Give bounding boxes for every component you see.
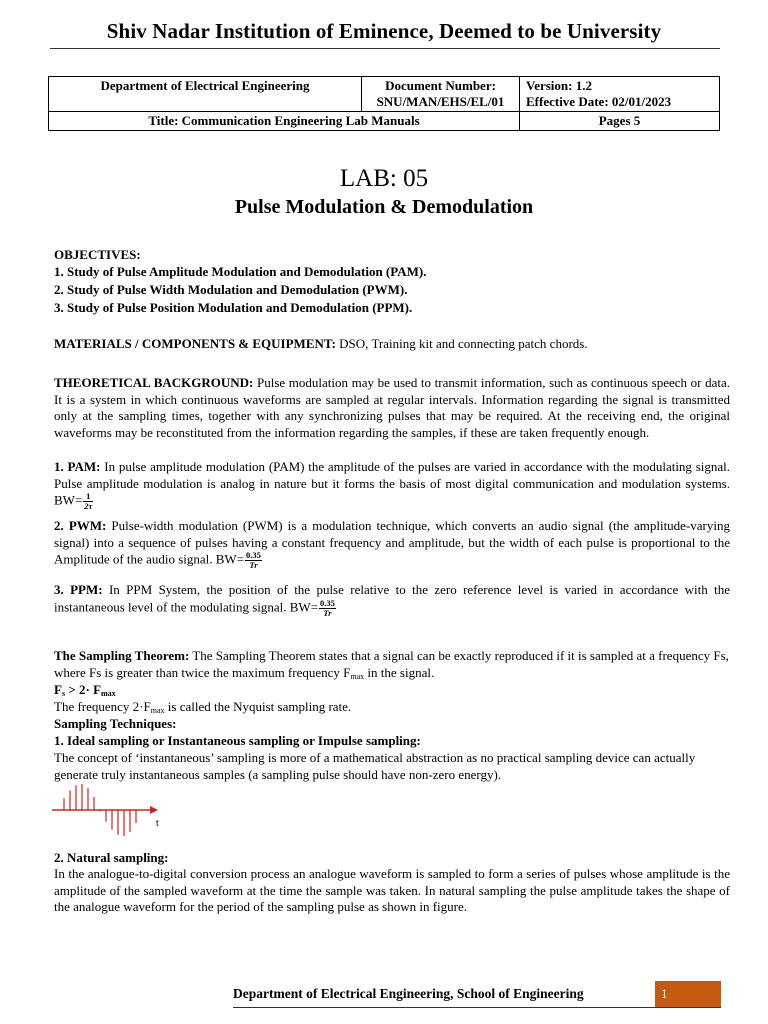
sampling-techniques-heading: Sampling Techniques:: [54, 716, 177, 731]
sampling-theorem-sub: max: [350, 671, 365, 681]
header-rule: [50, 48, 720, 49]
ppm-label: 3. PPM:: [54, 582, 103, 597]
ppm-bandwidth-fraction: [319, 599, 336, 618]
nyquist-post: is called the Nyquist sampling rate.: [164, 699, 352, 714]
pwm-frac-numerator: 0.35: [246, 550, 261, 560]
nyquist-sub: max: [150, 706, 165, 715]
pwm-paragraph: [54, 518, 730, 570]
formula-right-sub: max: [101, 689, 116, 698]
sampling-theorem-paragraph: [54, 648, 730, 685]
formula-left-sub: s: [61, 689, 66, 698]
theory-text: Pulse modulation may be used to transmit information, such as continuous speech or data. It is a system in which continuous waveforms are sampled at regular intervals. Information regarding the signal is transmitted only at the sampling times, together with any synchronizing pulses that may be required. At the receiving end, the original waveforms may be reconstituted from the information regarding the samples, if these are taken frequently enough.: [54, 375, 731, 440]
ppm-text: In PPM System, the position of the pulse relative to the zero reference level is varied in accordance with the instantaneous level of the modulating signal. BW=: [54, 582, 730, 614]
objectives-heading: OBJECTIVES:: [54, 247, 141, 262]
formula-left: F: [54, 682, 62, 697]
doc-number-label: Document Number:: [385, 78, 496, 93]
lab-number: LAB: 05: [339, 165, 429, 192]
objective-item-1: 1. Study of Pulse Amplitude Modulation and Demodulation (PAM).: [54, 264, 427, 279]
axis-arrow-icon: [150, 806, 158, 814]
department-cell: [49, 77, 362, 112]
natural-sampling-heading: 2. Natural sampling:: [54, 850, 169, 865]
pam-frac-numerator: 1: [83, 492, 93, 502]
materials-paragraph: [54, 336, 730, 353]
impulse-sampling-figure: [52, 778, 172, 848]
pam-bandwidth-fraction: [83, 492, 93, 511]
version-value: Version: 1.2: [526, 78, 592, 93]
department-label: Department of Electrical Engineering: [100, 78, 310, 93]
document-header-table: [48, 76, 720, 131]
pwm-text: Pulse-width modulation (PWM) is a modulation technique, which converts an audio signal (the amplitude-varying signal) into a sequence of pulses having a constant frequency and amplitude, but the width of each pulse is proportional to the Amplitude of the audio signal. BW=: [54, 518, 730, 567]
pam-text: In pulse amplitude modulation (PAM) the amplitude of the pulses are varied in accordance with the modulating signal. Pulse amplitude modulation is analog in nature but it forms the basis of most digital communication and modulation systems. BW=: [54, 459, 731, 508]
materials-text: DSO, Training kit and connecting patch chords.: [335, 336, 588, 351]
sampling-theorem-text-end: in the signal.: [364, 664, 435, 680]
pwm-label: 2. PWM:: [54, 518, 107, 533]
sampling-theorem-heading: The Sampling Theorem:: [54, 648, 190, 663]
pages-count: Pages 5: [598, 113, 641, 128]
pwm-frac-denominator: Tr: [249, 560, 258, 570]
footer-rule: [233, 1007, 721, 1008]
doc-number-value: SNU/MAN/EHS/EL/01: [376, 94, 505, 109]
theory-heading: THEORETICAL BACKGROUND:: [54, 375, 254, 390]
page-number-badge: 1: [655, 981, 721, 1007]
manual-title: Title: Communication Engineering Lab Manuals: [148, 113, 420, 128]
ideal-sampling-heading: 1. Ideal sampling or Instantaneous sampling or Impulse sampling:: [54, 733, 421, 748]
time-axis-label: t: [156, 818, 159, 828]
ppm-frac-numerator: 0.35: [320, 597, 335, 608]
effective-date: Effective Date: 02/01/2023: [526, 94, 672, 109]
nyquist-pre: The frequency 2·F: [54, 699, 151, 714]
pwm-bandwidth-fraction: [245, 551, 262, 570]
formula-mid: > 2· F: [65, 682, 102, 697]
lab-title: Pulse Modulation & Demodulation: [234, 196, 534, 218]
materials-heading: MATERIALS / COMPONENTS & EQUIPMENT:: [54, 336, 336, 351]
ppm-frac-denominator: Tr: [323, 607, 332, 618]
theory-paragraph: [54, 375, 730, 441]
ideal-sampling-text: The concept of ‘instantaneous’ sampling is more of a mathematical abstraction as no practical sampling device can actually generate truly instantaneous samples (a sampling pulse should have non-zero energy).: [54, 750, 696, 782]
sampling-theorem-text: The Sampling Theorem states that a signal can be exactly reproduced if it is sampled at a frequency Fs, where Fs is greater than twice the maximum frequency F: [54, 648, 729, 680]
ppm-paragraph: [54, 582, 730, 618]
footer-department: Department of Electrical Engineering, School of Engineering: [233, 986, 584, 1001]
natural-sampling-text: In the analogue-to-digital conversion process an analogue waveform is sampled to form a series of pulses whose amplitude is the amplitude of the sampled waveform at the time the sample was taken. In natural sampling the pulse amplitude takes the shape of the analogue waveform for the period of the sampling pulse as shown in figure.: [54, 866, 730, 914]
doc-number-cell: [362, 77, 520, 112]
pages-cell: [520, 112, 720, 131]
pam-label: 1. PAM:: [54, 459, 101, 474]
pam-paragraph: [54, 459, 730, 511]
version-cell: [520, 77, 720, 112]
objective-item-2: 2. Study of Pulse Width Modulation and Demodulation (PWM).: [54, 282, 408, 297]
pam-frac-denominator: 2τ: [84, 501, 93, 511]
objective-item-3: 3. Study of Pulse Position Modulation and Demodulation (PPM).: [54, 300, 413, 315]
title-cell: [49, 112, 520, 131]
university-name: Shiv Nadar Institution of Eminence, Deemed to be University: [106, 19, 662, 43]
